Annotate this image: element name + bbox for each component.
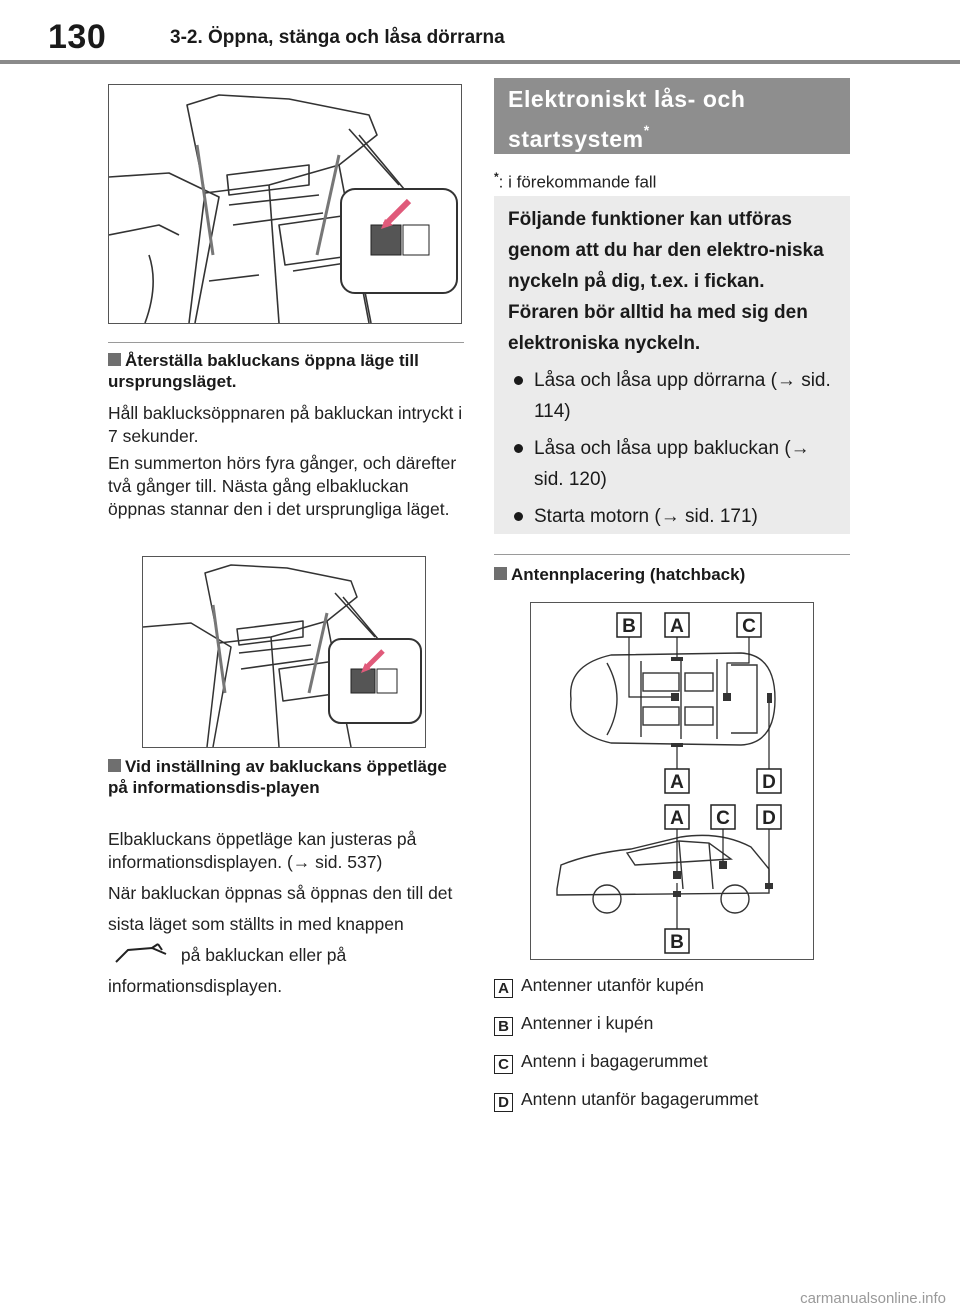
tailgate-switch-icon: [112, 942, 172, 966]
legend-item-c: C Antenn i bagagerummet: [494, 1051, 708, 1074]
square-bullet-icon: [108, 759, 121, 772]
antenna-diagram: [530, 602, 814, 960]
tailgate-illustration-icon: [143, 557, 425, 747]
legend-item-a: A Antenner utanför kupén: [494, 975, 704, 998]
divider: [494, 554, 850, 555]
list-item: Låsa och låsa upp bakluckan (→ sid. 120): [508, 433, 836, 495]
label-d-side: D: [762, 808, 776, 829]
label-c-side: C: [716, 808, 730, 829]
square-bullet-icon: [494, 567, 507, 580]
label-a-side: A: [670, 808, 684, 829]
info-box: [494, 196, 850, 534]
label-a-mid: A: [670, 772, 684, 793]
paragraph: Håll baklucksöppnaren på bakluckan intryckt i 7 sekunder.: [108, 403, 463, 446]
section-heading: Antennplacering (hatchback): [494, 564, 850, 585]
info-intro: Följande funktioner kan utföras genom att du har den elektro-niska nyckeln på dig, t.ex. i fickan. Föraren bör alltid ha med sig den elektroniska nyckeln.: [508, 209, 824, 354]
square-bullet-icon: [108, 353, 121, 366]
page-number: 130: [48, 18, 107, 56]
divider: [108, 342, 464, 343]
label-d-mid: D: [762, 772, 776, 793]
label-b-bottom: B: [670, 932, 684, 953]
tailgate-illustration-icon: [109, 85, 461, 323]
tailgate-figure-2: [142, 556, 426, 748]
list-item: Låsa och låsa upp dörrarna (→ sid. 114): [508, 365, 836, 427]
footnote: *: i förekommande fall: [494, 170, 657, 192]
label-c-top: C: [742, 616, 756, 637]
label-b-top: B: [622, 616, 636, 637]
section-title: 3-2. Öppna, stänga och låsa dörrarna: [170, 27, 505, 48]
antenna-diagram-svg: [531, 603, 813, 959]
paragraph: När bakluckan öppnas så öppnas den till det sista läget som ställts in med knappen på bakluckan eller på informationsdisplayen.: [108, 883, 453, 996]
section-heading: Vid inställning av bakluckans öppetläge på informationsdis-playen: [108, 757, 447, 797]
list-item: Starta motorn (→ sid. 171): [508, 501, 836, 532]
tailgate-figure-1: [108, 84, 462, 324]
paragraph: En summerton hörs fyra gånger, och därefter två gånger till. Nästa gång elbakluckan öppnas stannar den i det ursprungliga läget.: [108, 453, 457, 519]
watermark: carmanualsonline.info: [800, 1290, 946, 1307]
section-heading: Återställa bakluckans öppna läge till ursprungsläget.: [108, 351, 419, 391]
label-a-top: A: [670, 616, 684, 637]
header-rule: [0, 60, 960, 64]
topic-heading: Elektroniskt lås- och startsystem*: [494, 78, 850, 154]
legend-item-b: B Antenner i kupén: [494, 1013, 653, 1036]
paragraph: Elbakluckans öppetläge kan justeras på informationsdisplayen. (→ sid. 537): [108, 829, 417, 872]
legend-item-d: D Antenn utanför bagagerummet: [494, 1089, 758, 1112]
